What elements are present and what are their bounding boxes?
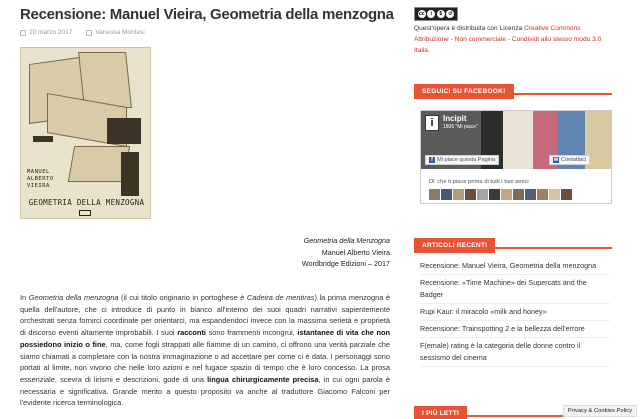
facebook-page-widget[interactable] xyxy=(420,110,612,204)
privacy-policy-button[interactable]: Privacy & Cookies Policy xyxy=(563,405,637,417)
avatar[interactable] xyxy=(513,189,524,200)
avatar[interactable] xyxy=(453,189,464,200)
avatar[interactable] xyxy=(561,189,572,200)
fb-like-button[interactable]: f Mi piace questa Pagina xyxy=(425,155,499,165)
cc-license-badge[interactable] xyxy=(414,7,458,21)
license-text: Quest'opera è distribuita con Licenza Creative Commons Attribuzione - Non commerciale - Condividi allo stesso modo 3.0 Italia. xyxy=(414,25,602,54)
cover-author: MANUEL ALBERTO VIEIRA xyxy=(27,169,54,189)
recent-posts-header: ARTICOLI RECENTI xyxy=(414,234,612,249)
book-author: Manuel Alberto Vieira xyxy=(321,247,390,257)
popular-posts-header: I PIÙ LETTI xyxy=(414,402,612,417)
fb-contact-button[interactable]: ✉ Contattaci xyxy=(549,155,590,165)
sa-icon: ↺ xyxy=(448,11,453,17)
post-body: In Geometria della menzogna (il cui titolo originario in portoghese è Cadeira de mentiras) la prima menzogna è quella dell'autore, che ci introduce di punto in bianco all'interno dei suoi quadri narrativi sapientemente orchestrati senza fornirci coordinate per orientarci, ma espandendoci invece con la massima serietà e proprietà di discorso eventi altamente improbabili. I suoi racconti sono frammenti incongrui, istantanee di vita che non possiedono inizio o fine, ma, come fogli strappati alle fiamme di un camino, ci offrono una verità parziale che siamo chiamati a completare con la nostra immaginazione o ad accettare per come ci è data. I personaggi sono portati al limite, non vivono che nelle loro azioni e nel fugace spazio di tempo che è loro concesso. La prosa essenziale, scevra di lirismi e descrizioni, gode di una lingua chirurgicamente precisa, in cui ogni parola è necessaria e significativa. Grande merito a questo proposito va anche al traduttore Giacomo Falconi per l'evidente ricerca terminologica. xyxy=(20,293,391,408)
avatar[interactable] xyxy=(465,189,476,200)
facebook-f-icon: f xyxy=(429,157,435,163)
post-meta xyxy=(20,29,398,36)
list-item[interactable]: F(emale) rating è la categoria delle donne contro il sessismo del cinema xyxy=(420,338,610,367)
book-publisher: Wordbridge Edizioni – 2017 xyxy=(301,259,390,268)
avatar[interactable] xyxy=(549,189,560,200)
fb-friends-text: Di' che ti piace prima di tutti i tuoi amici xyxy=(429,179,529,185)
list-item[interactable]: Rupi Kaur: il miracolo «milk and honey» xyxy=(420,304,610,321)
license-link[interactable]: Creative Commons Attribuzione - Non commerciale - Condividi allo stesso modo 3.0 Italia xyxy=(414,25,602,54)
cover-title: GEOMETRIA DELLA MENZOGNA xyxy=(28,198,145,207)
envelope-icon: ✉ xyxy=(553,157,559,163)
incipit-logo-icon[interactable]: i xyxy=(425,115,439,131)
book-credits xyxy=(302,235,390,270)
fb-like-count: 1805 "Mi piace" xyxy=(443,124,478,130)
post-author: Vanessa Montesi xyxy=(86,29,144,36)
recent-posts-list xyxy=(420,258,610,367)
calendar-icon xyxy=(20,30,26,36)
facebook-widget-header: SEGUICI SU FACEBOOK! xyxy=(414,80,612,95)
nc-icon: $ xyxy=(437,10,445,18)
avatar[interactable] xyxy=(501,189,512,200)
list-item[interactable]: Recensione: Trainspotting 2 e la bellezza dell'errore xyxy=(420,321,610,338)
fb-friend-avatars xyxy=(429,189,572,200)
main-content xyxy=(20,0,398,408)
by-icon: i xyxy=(427,10,435,18)
post-title[interactable]: Recensione: Manuel Vieira, Geometria della menzogna xyxy=(20,6,394,23)
book-cover-image xyxy=(20,47,151,219)
cc-icon: cc xyxy=(418,11,425,17)
avatar[interactable] xyxy=(429,189,440,200)
avatar[interactable] xyxy=(489,189,500,200)
list-item[interactable]: Recensione: Manuel Vieira, Geometria della menzogna xyxy=(420,258,610,275)
list-item[interactable]: Recensione: «Time Machine» dei Supercats and the Badger xyxy=(420,275,610,304)
publisher-logo-icon xyxy=(79,210,91,216)
avatar[interactable] xyxy=(525,189,536,200)
fb-page-name[interactable]: Incipit xyxy=(443,114,467,123)
user-icon xyxy=(86,30,92,36)
avatar[interactable] xyxy=(441,189,452,200)
avatar[interactable] xyxy=(537,189,548,200)
book-title: Geometria della Menzogna xyxy=(303,236,390,245)
avatar[interactable] xyxy=(477,189,488,200)
post-date: 20 marzo 2017 xyxy=(20,29,72,36)
